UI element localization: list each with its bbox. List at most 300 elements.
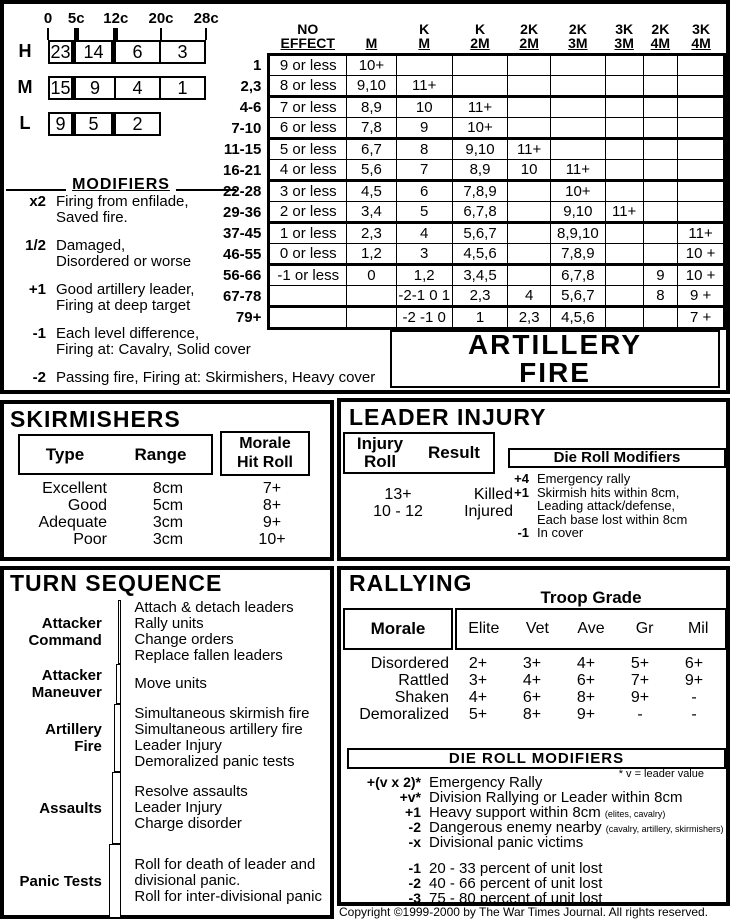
artillery-cell: 8,9 — [452, 160, 508, 181]
artillery-cell — [508, 265, 551, 286]
rallying-roll-value: 4+ — [522, 672, 542, 689]
artillery-cell: 4,5,6 — [452, 244, 508, 265]
artillery-cell — [550, 118, 605, 139]
rallying-modifier-value: +1 — [405, 804, 421, 820]
rallying-modifier-value: +(v x 2)* — [366, 774, 421, 790]
turn-phase-bar — [109, 844, 121, 918]
rallying-roll-value: 9+ — [576, 706, 596, 723]
rallying-die-roll-modifiers-list — [341, 775, 726, 906]
range-scale-label: 12c — [103, 10, 129, 27]
artillery-cell — [347, 307, 397, 329]
modifier-text-line: Firing at: Cavalry, Solid cover — [56, 341, 251, 358]
modifier-text-line: Damaged, — [56, 237, 126, 254]
rallying-roll-value: 2+ — [468, 655, 488, 672]
range-scale-tick — [47, 28, 49, 40]
artillery-cell — [605, 160, 643, 181]
injury-header-line2: Roll — [363, 452, 397, 471]
artillery-fire-section — [0, 0, 730, 394]
artillery-cell — [678, 97, 725, 118]
injury-modifier-line: Each base lost within 8cm — [537, 511, 688, 527]
artillery-cell — [678, 160, 725, 181]
range-cell: 3 — [161, 40, 206, 64]
artillery-cell — [678, 55, 725, 76]
turn-phase-label — [4, 873, 102, 890]
range-cell: 23 — [48, 40, 76, 64]
artillery-cell — [643, 160, 678, 181]
turn-phase-item: Move units — [134, 675, 207, 692]
artillery-cell — [269, 307, 347, 329]
morale-header-box: Morale — [343, 608, 453, 650]
troop-grade-label: Elite — [468, 620, 500, 637]
artillery-cell: 10+ — [550, 181, 605, 202]
artillery-column-header — [643, 22, 678, 55]
turn-phase-item: Leader Injury — [134, 799, 222, 816]
artillery-cell: 11+ — [550, 160, 605, 181]
artillery-header-line1: K — [419, 21, 430, 37]
range-header: Range — [134, 444, 187, 464]
artillery-cell: 5,6,7 — [550, 286, 605, 307]
turn-phase-bar — [118, 600, 121, 664]
range-diagram — [4, 4, 224, 174]
turn-phase-label-line: Panic Tests — [19, 872, 102, 890]
rallying-roll-value: - — [691, 706, 697, 723]
artillery-column-header — [508, 22, 551, 55]
rallying-modifier-item — [341, 775, 726, 790]
artillery-row — [222, 76, 725, 97]
turn-phase-label-line: Maneuver — [31, 684, 102, 701]
artillery-cell: 6,7,8 — [452, 202, 508, 223]
artillery-header-line2: 3M — [568, 35, 588, 51]
artillery-row — [222, 160, 725, 181]
injury-row — [353, 503, 513, 520]
artillery-fire-table — [222, 22, 726, 330]
troop-grade-label: Mil — [687, 620, 709, 637]
artillery-cell — [508, 97, 551, 118]
skirmisher-row — [4, 514, 324, 531]
artillery-cell — [605, 55, 643, 76]
rallying-modifier-text: Heavy support within 8cm (elites, cavalry) — [429, 804, 666, 821]
modifier-value: -2 — [32, 369, 46, 386]
turn-phase-bar-column — [102, 772, 128, 844]
rallying-morale-state: Disordered — [370, 655, 449, 672]
rallying-roll-value: 8+ — [576, 689, 596, 706]
artillery-cell: 2,3 — [452, 286, 508, 307]
rallying-modifier-item — [341, 805, 726, 820]
artillery-cell: 6,7 — [347, 139, 397, 160]
artillery-row-label: 67-78 — [223, 287, 262, 305]
rallying-row — [341, 706, 721, 723]
rallying-modifier-smalltext: (elites, cavalry) — [604, 809, 666, 819]
artillery-row — [222, 97, 725, 118]
artillery-cell: 7,8,9 — [452, 181, 508, 202]
turn-phase-label-line: Attacker — [41, 615, 102, 632]
artillery-column-header — [396, 22, 452, 55]
artillery-cell — [678, 181, 725, 202]
artillery-row — [222, 307, 725, 329]
morale-hit-roll-header-box — [220, 431, 310, 476]
injury-result-value: Injured — [464, 503, 513, 520]
modifiers-heading — [6, 176, 236, 194]
turn-phase-items — [134, 784, 330, 832]
rallying-section — [337, 566, 730, 906]
artillery-cell: 11+ — [452, 97, 508, 118]
artillery-cell: 11+ — [678, 223, 725, 244]
artillery-cell: 0 — [347, 265, 397, 286]
injury-roll-header-box — [343, 432, 495, 474]
artillery-cell — [605, 118, 643, 139]
turn-phase-label — [4, 667, 102, 701]
turn-phase-bar — [114, 704, 121, 772]
artillery-cell — [605, 265, 643, 286]
turn-phase-item: Simultaneous skirmish fire — [134, 705, 310, 722]
artillery-table-body — [222, 55, 725, 329]
copyright-text: Copyright ©1999-2000 by The War Times Journal. All rights reserved. — [339, 905, 709, 919]
range-cell: 2 — [116, 112, 161, 136]
artillery-cell: 9,10 — [452, 139, 508, 160]
turn-phase-bar-column — [102, 600, 128, 664]
artillery-cell: 5 or less — [269, 139, 347, 160]
injury-modifier-text — [537, 486, 727, 527]
artillery-header-line1: K — [474, 21, 486, 37]
modifier-value: -1 — [32, 325, 46, 342]
artillery-header-line2: EFFECT — [280, 35, 335, 51]
turn-phase-label-line: Attacker — [41, 667, 102, 684]
artillery-title-line1: ARTILLERY — [467, 329, 643, 360]
artillery-cell: 2 or less — [269, 202, 347, 223]
artillery-cell — [508, 244, 551, 265]
artillery-row-label: 4-6 — [239, 98, 262, 116]
artillery-cell — [605, 223, 643, 244]
artillery-column-header — [678, 22, 725, 55]
artillery-cell: 10 + — [678, 244, 725, 265]
artillery-cell — [605, 307, 643, 329]
rallying-roll-value: 3+ — [468, 672, 488, 689]
artillery-cell: 4 — [508, 286, 551, 307]
artillery-cell — [678, 139, 725, 160]
rallying-roll-value: 6+ — [576, 672, 596, 689]
artillery-cell — [605, 286, 643, 307]
injury-row — [353, 486, 513, 503]
die-roll-modifiers-list — [491, 472, 727, 540]
artillery-row — [222, 139, 725, 160]
morale-header-line1: Morale — [239, 435, 291, 453]
injury-result-value: Killed — [473, 486, 513, 503]
artillery-cell — [643, 223, 678, 244]
artillery-row-label: 11-15 — [223, 140, 262, 158]
artillery-cell: 3 or less — [269, 181, 347, 202]
artillery-cell: 4 or less — [269, 160, 347, 181]
artillery-column-header — [269, 22, 347, 55]
artillery-cell — [643, 202, 678, 223]
modifier-text-line: Each level difference, — [56, 325, 200, 342]
turn-phase-label — [4, 800, 102, 817]
turn-sequence-title: TURN SEQUENCE — [10, 570, 223, 596]
range-row-cells — [48, 40, 206, 64]
modifier-text-line: Good artillery leader, — [56, 281, 195, 298]
artillery-cell — [396, 55, 452, 76]
turn-phase-bar-column — [102, 704, 128, 772]
turn-phase-label-line: Command — [28, 632, 102, 649]
artillery-cell: 0 or less — [269, 244, 347, 265]
artillery-row-label: 79+ — [235, 309, 262, 326]
artillery-cell — [643, 118, 678, 139]
artillery-header-line2: 2M — [519, 35, 539, 51]
skirmisher-morale-roll: 7+ — [262, 480, 282, 497]
rallying-modifier-value: +v* — [399, 789, 421, 805]
modifier-value: 1/2 — [25, 237, 46, 254]
rallying-morale-state: Rattled — [398, 672, 449, 689]
artillery-cell: 1 or less — [269, 223, 347, 244]
modifier-item — [6, 326, 426, 358]
artillery-row-label: 22-28 — [223, 182, 262, 200]
artillery-header-line2: 4M — [650, 35, 671, 51]
turn-phase — [4, 844, 330, 918]
turn-phase-label-line: Assaults — [39, 799, 102, 817]
leader-injury-rows — [353, 486, 513, 520]
range-row-cells — [48, 76, 206, 100]
artillery-cell — [508, 118, 551, 139]
modifier-text-line: Disordered or worse — [56, 253, 192, 270]
leader-injury-section — [337, 398, 730, 561]
skirmishers-header-box — [18, 434, 213, 475]
artillery-header-line2: 3M — [614, 35, 634, 51]
artillery-row-label: 29-36 — [223, 203, 262, 221]
artillery-table-head — [222, 22, 725, 55]
turn-phase-item: Simultaneous artillery fire — [134, 721, 303, 738]
turn-phase-items — [134, 857, 330, 905]
injury-roll-value: 10 - 12 — [373, 503, 423, 520]
range-cell: 5 — [76, 112, 116, 136]
rallying-modifier-value: -2 — [408, 819, 421, 835]
turn-phase-item: Change orders — [134, 631, 234, 648]
artillery-cell: 9,10 — [550, 202, 605, 223]
range-row-label: H — [18, 41, 32, 61]
turn-phase — [4, 664, 330, 704]
artillery-cell: 10+ — [347, 55, 397, 76]
artillery-cell: 4,5 — [347, 181, 397, 202]
rallying-roll-value: 5+ — [468, 706, 488, 723]
artillery-cell: -1 or less — [269, 265, 347, 286]
turn-sequence-section — [0, 566, 334, 919]
artillery-row-label: 7-10 — [231, 119, 262, 137]
rallying-roll-value: 4+ — [468, 689, 488, 706]
artillery-cell: 7 + — [678, 307, 725, 329]
turn-phase-item: Attach & detach leaders — [134, 599, 294, 616]
rallying-modifier-text: Divisional panic victims — [429, 834, 584, 851]
artillery-row-label: 2,3 — [240, 77, 262, 95]
range-cell: 4 — [116, 76, 161, 100]
turn-phase-items — [134, 706, 330, 770]
artillery-cell: 4,5,6 — [550, 307, 605, 329]
die-roll-modifiers-header: Die Roll Modifiers — [508, 448, 726, 468]
artillery-cell: 10 + — [678, 265, 725, 286]
rallying-title: RALLYING — [349, 570, 473, 596]
artillery-cell — [508, 181, 551, 202]
injury-modifier-item — [491, 526, 727, 540]
modifiers-title: MODIFIERS — [72, 176, 170, 193]
range-cell: 9 — [76, 76, 116, 100]
modifier-value: +1 — [28, 281, 46, 298]
skirmisher-row — [4, 497, 324, 514]
turn-phase-items — [134, 600, 330, 664]
rallying-modifier-value: -3 — [408, 890, 421, 906]
skirmisher-range: 5cm — [152, 497, 184, 514]
skirmisher-row — [4, 531, 324, 548]
turn-phase-label-line: Artillery — [45, 721, 102, 738]
artillery-cell: 7,8 — [347, 118, 397, 139]
modifier-item — [6, 370, 426, 386]
turn-phase-bar — [112, 772, 121, 844]
artillery-header-spacer — [222, 22, 269, 55]
artillery-cell: 5 — [396, 202, 452, 223]
turn-phase-items — [134, 676, 330, 692]
artillery-cell — [605, 97, 643, 118]
turn-phase-label — [4, 721, 102, 755]
artillery-column-header — [605, 22, 643, 55]
turn-phase-item: Roll for death of leader and divisional panic. — [134, 856, 316, 889]
artillery-header-line1: NO — [297, 21, 319, 37]
rallying-modifier-item — [341, 876, 726, 891]
artillery-cell: 1,2 — [396, 265, 452, 286]
injury-modifier-line: Leading attack/defense, — [537, 498, 676, 513]
injury-roll-header — [345, 435, 415, 471]
artillery-cell: 1 — [452, 307, 508, 329]
range-scale-tick — [74, 28, 79, 40]
artillery-cell: 8 — [396, 139, 452, 160]
artillery-row — [222, 181, 725, 202]
modifier-text-line: Firing from enfilade, — [56, 193, 189, 210]
artillery-cell — [643, 307, 678, 329]
type-header: Type — [45, 444, 85, 464]
range-scale-label: 20c — [148, 10, 174, 27]
rallying-rows — [341, 655, 721, 723]
rallying-modifier-smalltext: (cavalry, artillery, skirmishers) — [605, 824, 724, 834]
artillery-cell — [643, 139, 678, 160]
rallying-morale-state: Shaken — [394, 689, 449, 706]
artillery-row-label: 37-45 — [223, 224, 262, 242]
artillery-cell — [678, 118, 725, 139]
artillery-cell: -2-1 0 1 — [396, 286, 452, 307]
artillery-row-label: 1 — [253, 56, 262, 74]
rallying-roll-value: 6+ — [684, 655, 704, 672]
artillery-cell: 3 — [396, 244, 452, 265]
rallying-modifier-value: -2 — [408, 875, 421, 891]
range-cell: 6 — [116, 40, 161, 64]
artillery-cell: 7 — [396, 160, 452, 181]
turn-phase-item: Roll for inter-divisional panic — [134, 888, 322, 905]
injury-modifier-value: -1 — [517, 525, 529, 540]
artillery-cell — [550, 76, 605, 97]
modifier-text-line: Firing at deep target — [56, 297, 191, 314]
turn-phase-item: Leader Injury — [134, 737, 222, 754]
rallying-row — [341, 655, 721, 672]
artillery-cell: 9 — [396, 118, 452, 139]
rallying-roll-value: 9+ — [630, 689, 650, 706]
artillery-cell — [605, 139, 643, 160]
artillery-cell — [643, 244, 678, 265]
rallying-modifier-value: -1 — [408, 860, 421, 876]
artillery-cell — [643, 55, 678, 76]
skirmisher-range: 3cm — [152, 514, 184, 531]
artillery-cell — [550, 139, 605, 160]
range-scale-tick — [205, 28, 207, 40]
rallying-modifier-text: Dangerous enemy nearby (cavalry, artillery, skirmishers) — [429, 819, 724, 836]
artillery-row-label: 46-55 — [223, 245, 262, 263]
range-scale-tick — [113, 28, 118, 40]
range-row-label: L — [19, 113, 31, 133]
troop-grade-columns — [455, 608, 727, 650]
artillery-row — [222, 223, 725, 244]
artillery-cell — [643, 76, 678, 97]
artillery-cell — [508, 76, 551, 97]
artillery-cell: 8,9,10 — [550, 223, 605, 244]
rallying-roll-value: 4+ — [576, 655, 596, 672]
artillery-title-line2: FIRE — [519, 357, 591, 388]
artillery-row — [222, 286, 725, 307]
troop-grade-label: Vet — [525, 620, 549, 637]
artillery-column-header — [550, 22, 605, 55]
skirmisher-range: 3cm — [152, 531, 184, 548]
artillery-cell — [452, 76, 508, 97]
rallying-modifier-text: 75 - 80 percent of unit lost — [429, 890, 603, 907]
rallying-modifier-text: 20 - 33 percent of unit lost — [429, 860, 603, 877]
artillery-cell — [605, 181, 643, 202]
modifier-value: x2 — [29, 193, 46, 210]
injury-modifier-item — [491, 472, 727, 486]
artillery-row-label: 56-66 — [223, 266, 262, 284]
artillery-cell — [347, 286, 397, 307]
artillery-cell: 7,8,9 — [550, 244, 605, 265]
skirmishers-rows — [4, 480, 324, 548]
rallying-modifier-item — [341, 891, 726, 906]
artillery-cell: 6 or less — [269, 118, 347, 139]
turn-phase-item: Replace fallen leaders — [134, 647, 283, 664]
artillery-cell: 9,10 — [347, 76, 397, 97]
rallying-modifier-item — [341, 820, 726, 835]
injury-roll-value: 13+ — [384, 486, 412, 503]
rallying-modifier-item — [341, 790, 726, 805]
rallying-modifier-value: -x — [408, 834, 421, 850]
artillery-cell — [550, 55, 605, 76]
artillery-header-line1: 3K — [615, 21, 634, 37]
skirmisher-range: 8cm — [152, 480, 184, 497]
artillery-cell: 3,4 — [347, 202, 397, 223]
artillery-cell: 9 or less — [269, 55, 347, 76]
range-scale-label: 0 — [43, 10, 53, 27]
artillery-cell: 5,6,7 — [452, 223, 508, 244]
skirmisher-morale-roll: 9+ — [262, 514, 282, 531]
rallying-roll-value: - — [637, 706, 643, 723]
range-row-cells — [48, 112, 161, 136]
rallying-roll-value: - — [691, 689, 697, 706]
modifier-text — [56, 326, 426, 358]
artillery-row — [222, 55, 725, 76]
rallying-morale-state: Demoralized — [359, 706, 449, 723]
skirmisher-morale-roll: 10+ — [258, 531, 286, 548]
turn-phase-item: Demoralized panic tests — [134, 753, 295, 770]
morale-header-line2: Hit Roll — [237, 453, 293, 471]
artillery-cell: 4 — [396, 223, 452, 244]
range-row-label: M — [17, 77, 33, 97]
artillery-row — [222, 265, 725, 286]
artillery-cell: 1,2 — [347, 244, 397, 265]
range-cell: 1 — [161, 76, 206, 100]
artillery-header-line1: 2K — [651, 21, 670, 37]
artillery-cell — [605, 244, 643, 265]
skirmisher-type: Good — [67, 497, 107, 514]
modifier-text-line: Saved fire. — [56, 209, 128, 226]
injury-modifier-value: +4 — [514, 471, 529, 486]
